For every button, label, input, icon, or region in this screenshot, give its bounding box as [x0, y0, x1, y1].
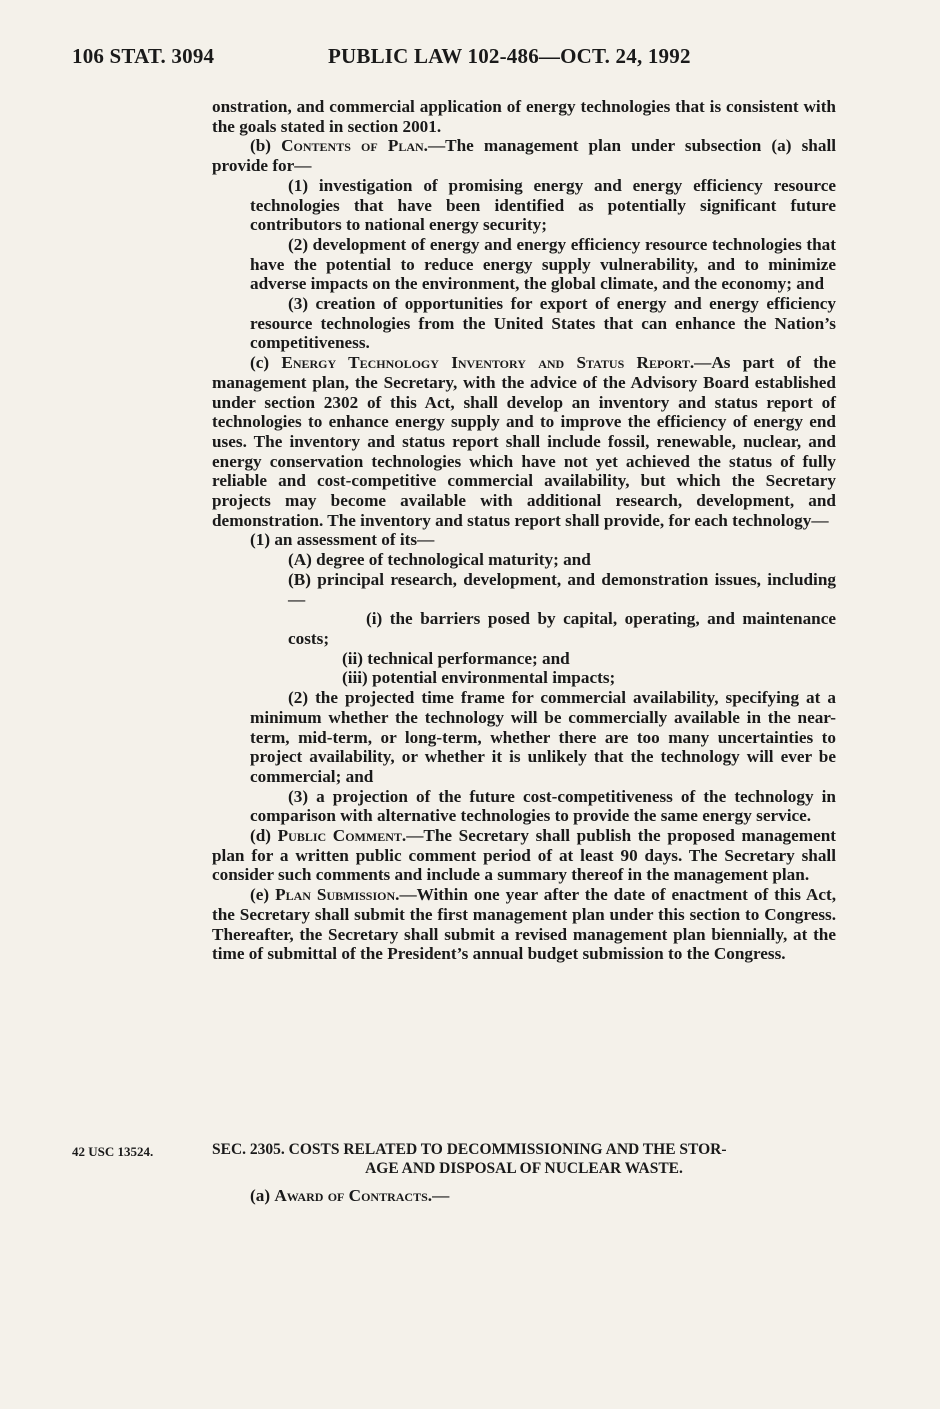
subsection-heading: [250, 1186, 449, 1206]
usc-margin-note: 42 USC 13524.: [72, 1144, 154, 1159]
paragraph-heading: Contents of Plan: [281, 136, 424, 156]
paragraph: [212, 688, 836, 787]
paragraph: [212, 136, 836, 175]
paragraph-lead: (b): [250, 136, 282, 156]
paragraph-text: (i) the barriers posed by capital, operating, and maintenance costs;: [288, 609, 836, 648]
paragraph-text: onstration, and commercial application of energy technologies that is consistent with the goals stated in section 2001.: [212, 97, 836, 136]
paragraph: [212, 668, 836, 688]
paragraph: [212, 826, 836, 885]
paragraph-text: (ii) technical performance; and: [342, 648, 570, 668]
paragraph-text: (3) a projection of the future cost-competitiveness of the technology in comparison with alternative technologies to provide the same energy service.: [250, 786, 836, 826]
paragraph-text: .—Within one year after the date of enactment of this Act, the Secretary shall submit the first management plan under this section to Congress. Thereafter, the Secretary shall submit a revised management plan biennially, at the time of submittal of the President’s annual budget submission to the Congress.: [212, 885, 837, 964]
paragraph-text: (B) principal research, development, and demonstration issues, including—: [288, 569, 836, 609]
paragraph: [212, 353, 836, 530]
subsection-heading-lead: (a): [250, 1186, 275, 1205]
paragraph: [212, 530, 836, 550]
paragraph-lead: (d): [250, 826, 278, 846]
paragraph-text: (iii) potential environmental impacts;: [342, 668, 616, 688]
paragraph: [212, 550, 836, 570]
paragraph: [212, 176, 836, 235]
paragraph-lead: (c): [250, 353, 282, 373]
document-body: [212, 97, 836, 964]
section-heading-line-1: SEC. 2305. COSTS RELATED TO DECOMMISSIONING AND THE STOR-: [212, 1141, 727, 1158]
paragraph: [212, 97, 836, 136]
paragraph: [212, 649, 836, 669]
subsection-heading-tail: .—: [427, 1186, 450, 1205]
paragraph-text: (2) development of energy and energy efficiency resource technologies that have the potential to reduce energy supply vulnerability, and to minimize adverse impacts on the environment, the global climate, and the economy; and: [250, 234, 836, 294]
paragraph-text: (1) investigation of promising energy and energy efficiency resource technologies that have been identified as potentially significant future contributors to national energy security;: [250, 175, 836, 235]
paragraph-text: (1) an assessment of its—: [250, 530, 435, 550]
section-heading-line-2: AGE AND DISPOSAL OF NUCLEAR WASTE.: [365, 1160, 683, 1177]
paragraph: [212, 570, 836, 609]
section-heading: [212, 1140, 836, 1178]
paragraph: [212, 787, 836, 826]
paragraph: [212, 294, 836, 353]
public-law-title: PUBLIC LAW 102-486—OCT. 24, 1992: [328, 44, 691, 68]
paragraph-heading: Plan Submission: [275, 885, 396, 905]
paragraph-text: .—As part of the management plan, the Secretary, with the advice of the Advisory Board established under section 2302 of this Act, shall develop an inventory and status report of technologies to enhance energy supply and to improve the efficiency of energy end uses. The inventory and status report shall include fossil, renewable, nuclear, and energy conservation technologies which have not yet achieved the status of fully reliable and cost-competitive commercial availability, but which the Secretary projects may become available with additional research, development, and demonstration. The inventory and status report shall provide, for each technology—: [212, 353, 836, 530]
paragraph-text: (2) the projected time frame for commercial availability, specifying at a minimum whether the technology will be commercially available in the near-term, mid-term, or long-term, whether there are too many uncertainties to project availability, or whether it is unlikely that the technology will ever be commercial; and: [250, 688, 836, 786]
subsection-heading-title: Award of Contracts: [274, 1186, 428, 1205]
paragraph: [212, 609, 836, 648]
paragraph-heading: Energy Technology Inventory and Status Report: [281, 353, 690, 373]
paragraph-text: .—The Secretary shall publish the proposed management plan for a written public comment period of at least 90 days. The Secretary shall consider such comments and include a summary thereof in the management plan.: [212, 826, 836, 885]
paragraph: [212, 235, 836, 294]
paragraph-heading: Public Comment: [277, 826, 402, 846]
paragraph-text: .—The management plan under subsection (a) shall provide for—: [212, 136, 836, 176]
paragraph: [212, 885, 836, 964]
statute-citation: 106 STAT. 3094: [72, 44, 215, 68]
paragraph-text: (3) creation of opportunities for export of energy and energy efficiency resource technologies from the United States that can enhance the Nation’s competitiveness.: [250, 294, 836, 353]
paragraph-lead: (e): [250, 885, 276, 905]
paragraph-text: (A) degree of technological maturity; and: [288, 550, 591, 570]
